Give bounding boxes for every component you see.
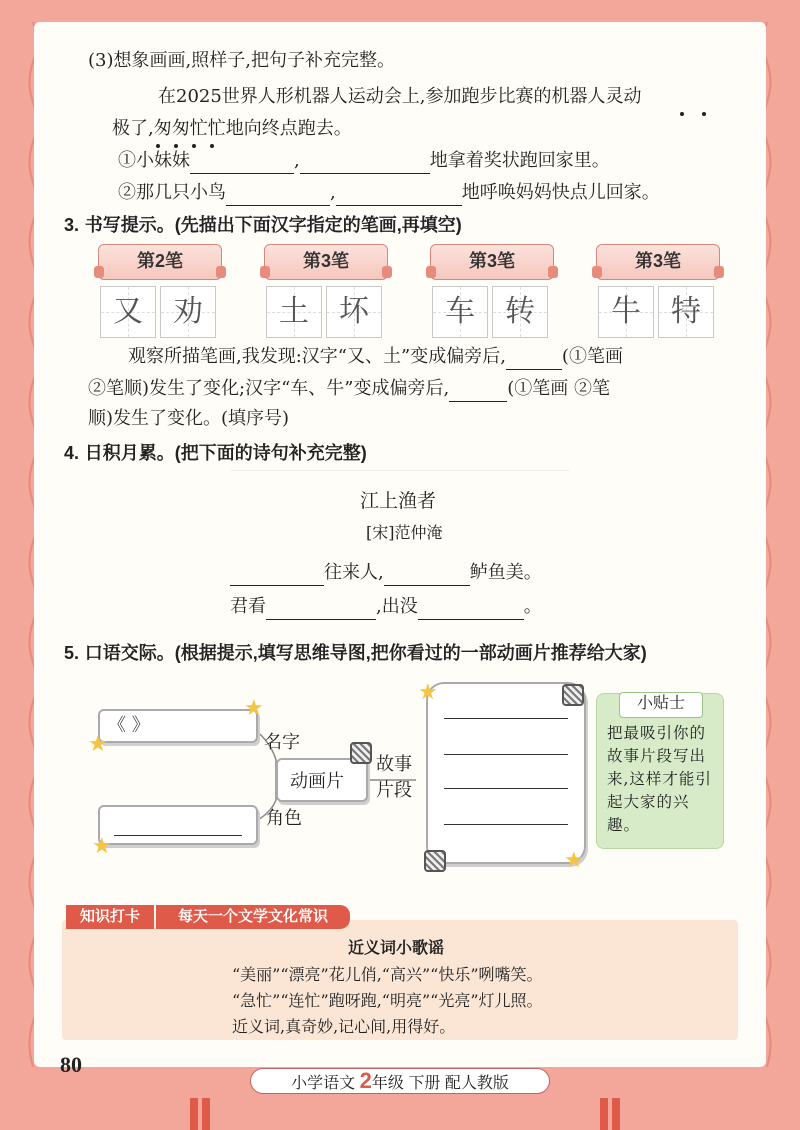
deco-bar: [600, 1098, 608, 1130]
poem-author: [宋]范仲淹: [366, 523, 443, 542]
stroke-card-label: 第3笔: [264, 244, 388, 280]
footer-subject: 小学语文: [291, 1075, 356, 1092]
stroke-card-label: 第2笔: [98, 244, 222, 280]
tip-panel: [596, 693, 724, 849]
q3-line2: [88, 376, 610, 402]
sub3-item1-b: 地拿着奖状跑回家里。: [429, 150, 610, 171]
q3-line3: 顺)发生了变化。(填序号): [88, 408, 290, 429]
q5-title-text: 口语交际。(根据提示,填写思维导图,把你看过的一部动画片推荐给大家): [84, 643, 647, 663]
poem-title: 江上渔者: [360, 491, 437, 512]
stroke-card-label: 第3笔: [596, 244, 720, 280]
char-box[interactable]: 车: [432, 286, 488, 338]
q4-number: 4.: [64, 443, 80, 463]
die-icon: [424, 850, 446, 872]
char-box[interactable]: 转: [492, 286, 548, 338]
stroke-card-label: 第3笔: [430, 244, 554, 280]
char-box[interactable]: 又: [100, 286, 156, 338]
page-number: 80: [60, 1052, 82, 1077]
blank-4[interactable]: [336, 186, 462, 206]
star-icon: ★: [418, 680, 438, 705]
q3-line2-b: (①笔画: [507, 378, 569, 399]
blank-9[interactable]: [266, 600, 376, 620]
char-box[interactable]: 劝: [160, 286, 216, 338]
sub3-item1: ①小妹妹 , 地拿着奖状跑回家里。: [118, 148, 610, 174]
die-icon: [350, 742, 372, 764]
q3-line1: [128, 344, 623, 370]
knowledge-line2: “急忙”“连忙”跑呀跑,“明亮”“光亮”灯儿照。: [232, 991, 543, 1010]
poem-line2-a: 君看: [230, 596, 266, 617]
q3-line1-b: (①笔画: [561, 346, 623, 367]
footer-volume: 下册: [408, 1075, 441, 1092]
die-icon: [562, 684, 584, 706]
sub3-item2: ②那几只小鸟 , 地呼唤妈妈快点儿回家。: [118, 180, 660, 206]
q3-title-text: 书写提示。(先描出下面汉字指定的笔画,再填空): [84, 215, 462, 235]
footer-edition: 配人教版: [444, 1075, 509, 1092]
name-input-box[interactable]: [98, 709, 258, 743]
blank-6[interactable]: [449, 382, 507, 402]
label-story-1: 故事: [376, 754, 412, 775]
blank-5[interactable]: [506, 350, 562, 370]
deco-bar: [612, 1098, 620, 1130]
q3-line1-a: 观察所描笔画,我发现:汉字“又、土”变成偏旁后,: [128, 346, 506, 367]
star-icon: ★: [564, 848, 584, 873]
center-node: [276, 758, 368, 802]
knowledge-bar: [66, 905, 350, 929]
char-box[interactable]: 土: [266, 286, 322, 338]
q5-title: [64, 640, 647, 667]
sub3-heading: (3)想象画画,照样子,把句子补充完整。: [88, 50, 395, 71]
blank-3[interactable]: [226, 186, 330, 206]
center-label: 动画片: [290, 771, 344, 791]
poem-line1: [230, 560, 542, 586]
q4-title-text: 日积月累。(把下面的诗句补充完整): [84, 443, 367, 463]
label-name: 名字: [264, 732, 300, 753]
tip-body: 把最吸引你的故事片段写出来,这样才能引起大家的兴趣。: [607, 724, 712, 834]
char-box[interactable]: 牛: [598, 286, 654, 338]
star-icon: ★: [244, 696, 264, 721]
label-story-2: 片段: [376, 780, 412, 801]
deco-bar: [190, 1098, 198, 1130]
sub3-example-line1: 在2025世界人形机器人运动会上,参加跑步比赛的机器人灵动: [158, 86, 642, 107]
q3-line2-c: ②笔: [573, 378, 610, 399]
knowledge-tag: 知识打卡: [66, 905, 154, 929]
knowledge-subtitle: 每天一个文学文化常识: [156, 905, 350, 929]
blank-2[interactable]: [300, 154, 430, 174]
story-input-box[interactable]: [426, 682, 586, 864]
deco-bar: [202, 1098, 210, 1130]
blank-10[interactable]: [418, 600, 524, 620]
poem-line1-b: 鲈鱼美。: [469, 562, 542, 583]
tip-title: 小贴士: [619, 692, 703, 718]
knowledge-line3: 近义词,真奇妙,记心间,用得好。: [232, 1017, 456, 1036]
footer-badge: [250, 1068, 550, 1094]
name-brackets: 《 》: [108, 715, 150, 736]
footer-grade-number: 2: [359, 1068, 372, 1093]
role-input-box[interactable]: [98, 805, 258, 845]
q4-title: [64, 440, 367, 467]
knowledge-title: 近义词小歌谣: [348, 940, 445, 957]
emphasis-dots-2: [662, 110, 742, 118]
footer-grade-word: 年级: [371, 1075, 404, 1092]
sub3-example-line2: 极了,匆匆忙忙地向终点跑去。: [112, 118, 352, 139]
blank-8[interactable]: [384, 566, 470, 586]
blank-1[interactable]: [190, 154, 294, 174]
sub3-item2-b: 地呼唤妈妈快点儿回家。: [461, 182, 660, 203]
label-role: 角色: [266, 808, 302, 829]
poem-line2: [230, 594, 542, 620]
poem-line2-b: ,出没: [376, 596, 418, 617]
poem-line1-a: 往来人,: [324, 562, 384, 583]
q3-number: 3.: [64, 215, 80, 235]
star-icon: ★: [92, 834, 112, 859]
sub3-item2-a: ②那几只小鸟: [118, 182, 226, 203]
char-box[interactable]: 特: [658, 286, 714, 338]
char-box[interactable]: 坏: [326, 286, 382, 338]
star-icon: ★: [88, 732, 108, 757]
poem-line2-c: 。: [523, 596, 542, 617]
knowledge-line1: “美丽”“漂亮”花儿俏,“高兴”“快乐”咧嘴笑。: [232, 965, 543, 984]
q3-line2-a: ②笔顺)发生了变化;汉字“车、牛”变成偏旁后,: [88, 378, 450, 399]
sub3-item1-a: ①小妹妹: [118, 150, 190, 171]
q5-number: 5.: [64, 643, 80, 663]
blank-7[interactable]: [230, 566, 324, 586]
q3-title: [64, 212, 462, 239]
